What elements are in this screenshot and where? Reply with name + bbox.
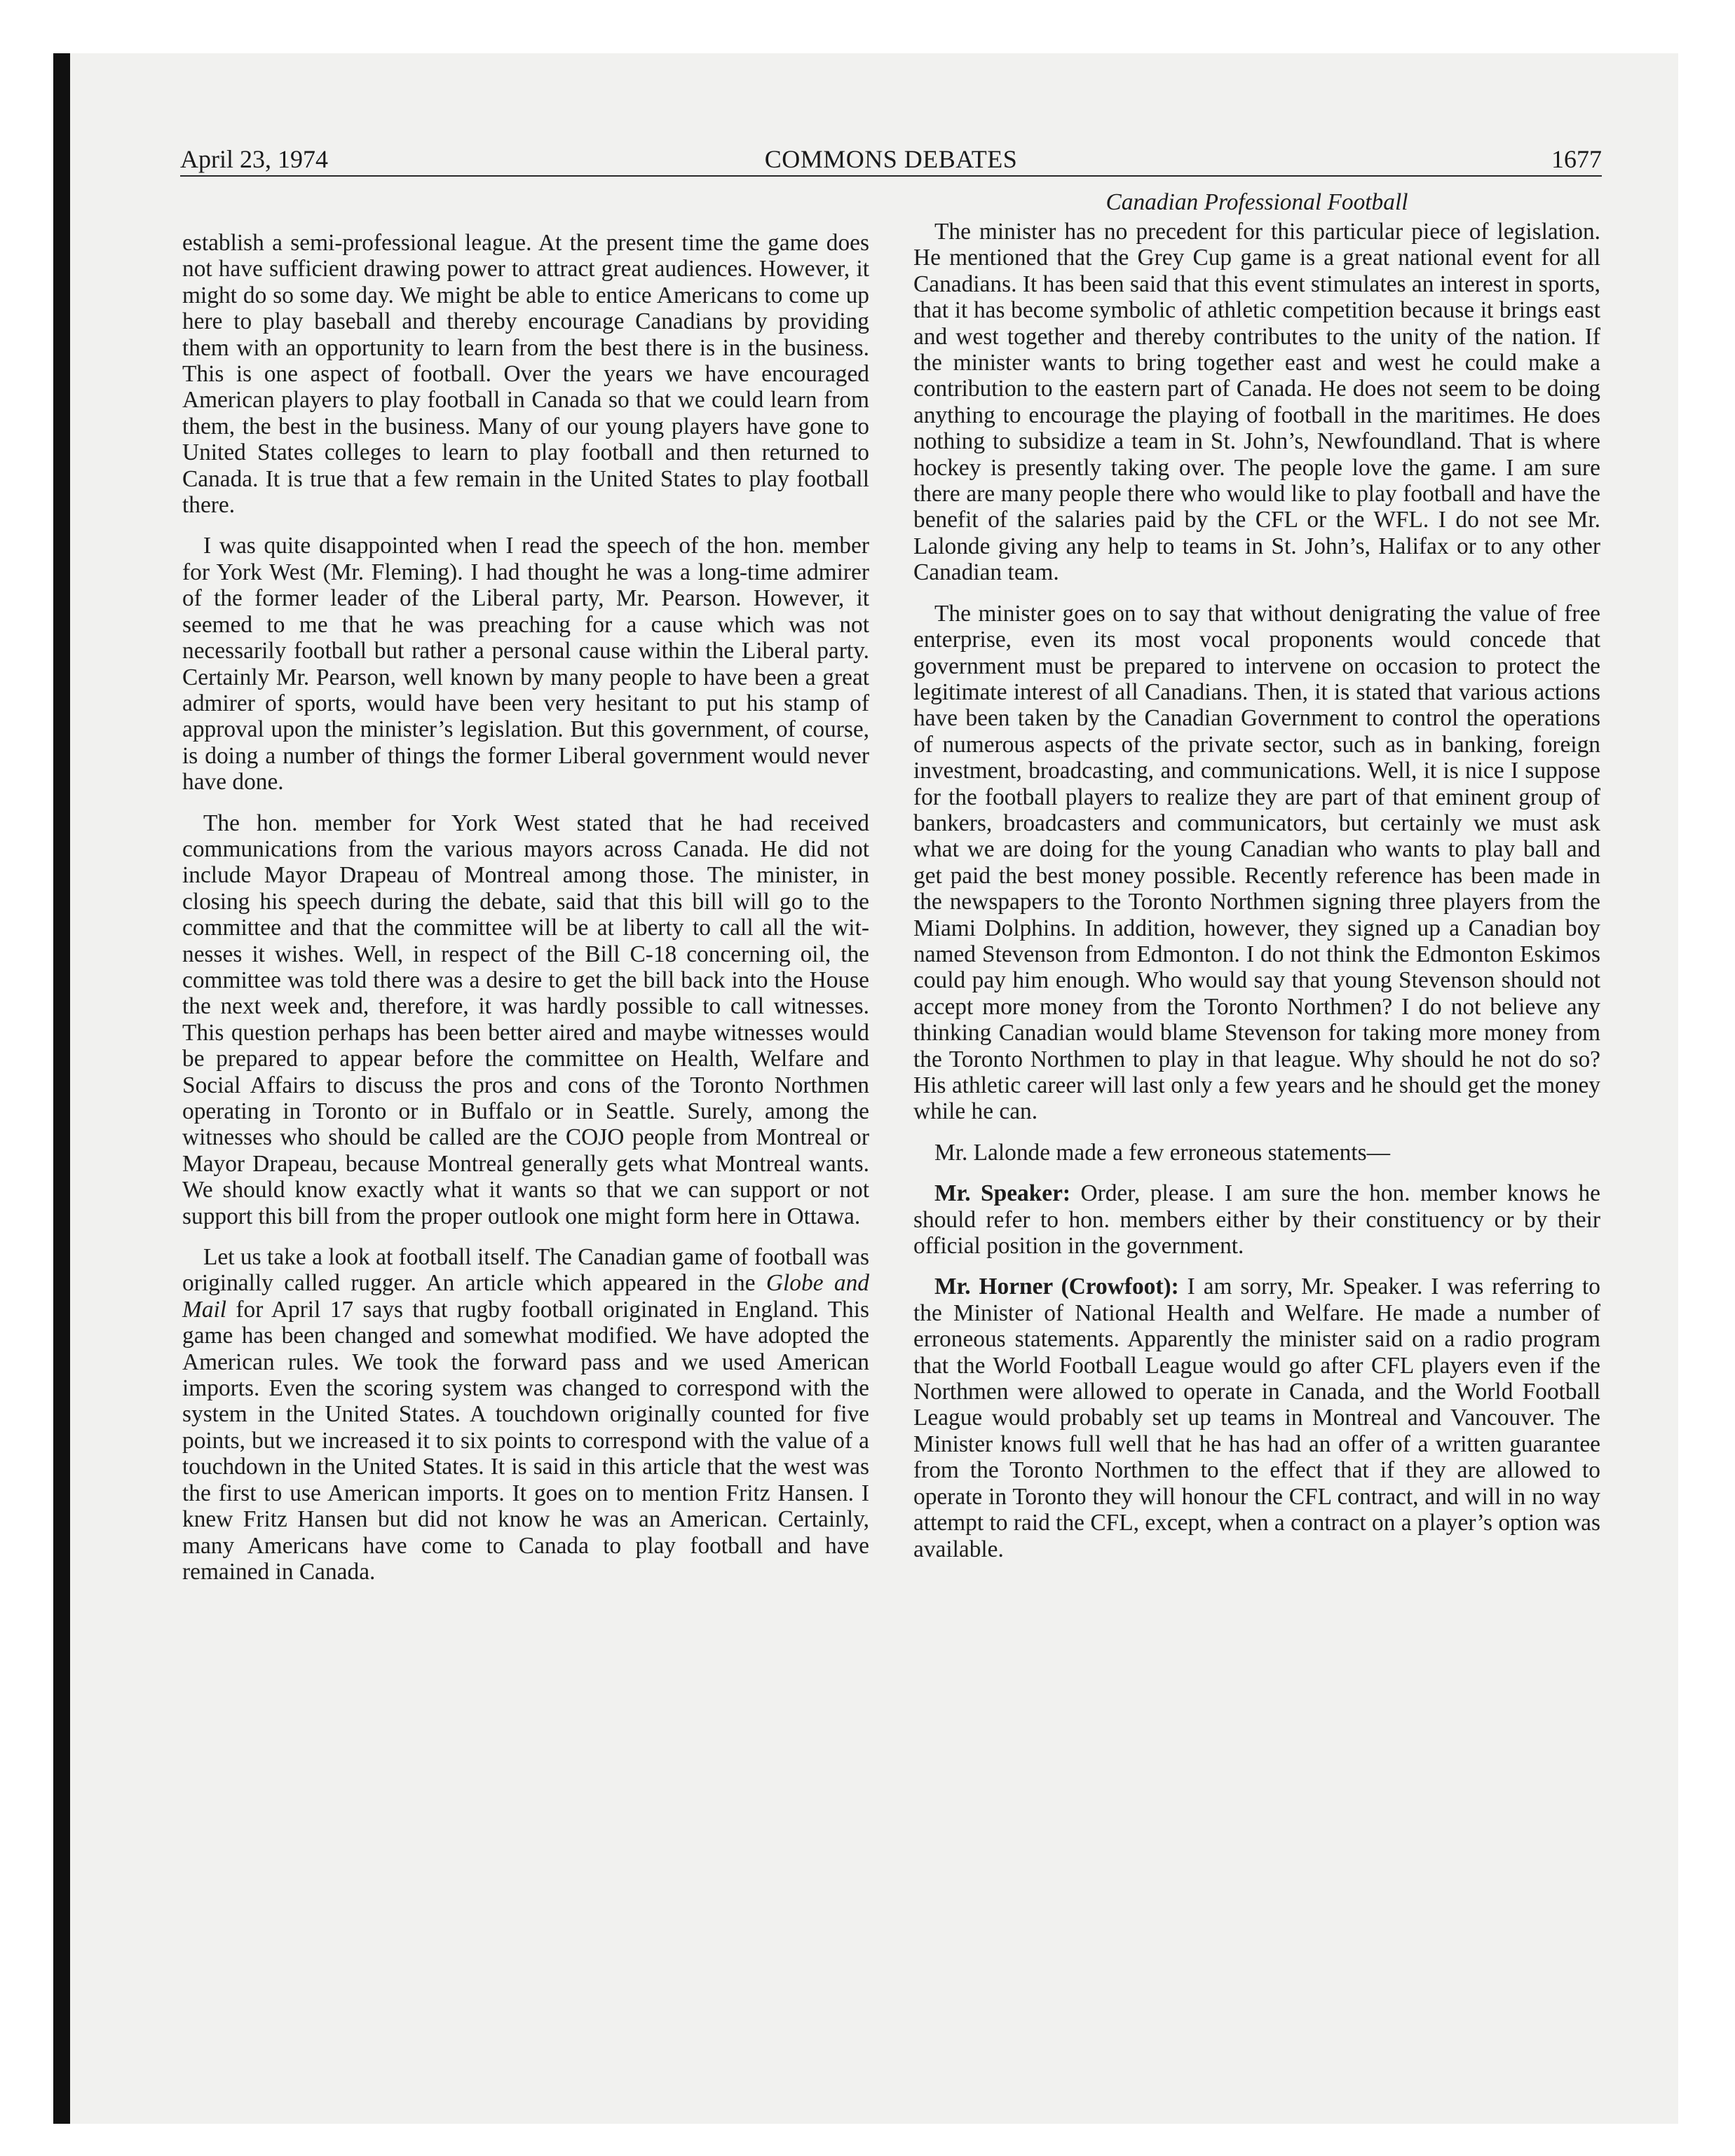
- right-paragraph-5: [913, 1274, 1600, 1562]
- left-paragraph-2: I was quite disappointed when I read the speech of the hon. member for York West (Mr. Fleming). I had thought he was a long-time admirer of the former leader of the Liberal party, Mr. Pearson. However, it seemed to me that he was preaching for a cause which was not necessarily football but rather a personal cause within the Liberal party. Certainly Mr. Pearson, well known by many people to have been a great admirer of sports, would have been very hesitant to put his stamp of approval upon the minister’s legislation. But this government, of course, is doing a number of things the former Liberal government would never have done.: [182, 533, 869, 796]
- left-paragraph-1: establish a semi-professional league. At the present time the game does not have sufficient drawing power to attract great audiences. However, it might do so some day. We might be able to entice Americans to come up here to play baseball and thereby encourage Canadians by providing them with an opportunity to learn from the best there is in the business. This is one aspect of football. Over the years we have encouraged American players to play football in Canada so that we could learn from them, the best in the business. Many of our young players have gone to United States colleges to learn to play football and then returned to Canada. It is true that a few remain in the United States to play football there.: [182, 230, 869, 519]
- right-paragraph-2: The minister goes on to say that without denigrating the value of free enterprise, even its most vocal proponents would concede that government must be prepared to intervene on occasion to protect the legitimate interest of all Canadians. Then, it is stated that various actions have been taken by the Canadian Government to control the operations of numerous aspects of the private sector, such as in banking, foreign investment, broadcasting, and communications. Well, it is nice I suppose for the football players to realize they are part of that eminent group of bankers, broadcasters and communicators, but certainly we must ask what we are doing for the young Canadian who wants to play ball and get paid the best money possible. Recently reference has been made in the newspapers to the Toronto Northmen signing three players from the Miami Dolphins. In addition, however, they signed up a Canadian boy named Stevenson from Edmonton. I do not think the Edmonton Eskimos could pay him enough. Who would say that young Stevenson should not accept more money from the Toronto Northmen? I do not believe any thinking Canadian would blame Stevenson for taking more money from the Toronto Northmen to play in that league. Why should he not do so? His athletic career will last only a few years and he should get the money while he can.: [913, 600, 1600, 1125]
- right-paragraph-1: The minister has no precedent for this particular piece of legislation. He mentioned that the Grey Cup game is a great national event for all Canadians. It has been said that this event stimulates an interest in sports, that it has become symbolic of athletic competition because it brings east and west together and thereby contributes to the unity of the nation. If the minister wants to bring together east and west he could make a contribution to the eastern part of Canada. He does not seem to be doing anything to encourage the playing of football in the maritimes. He does nothing to subsidize a team in St. John’s, Newfoundland. That is where hockey is presently taking over. The people love the game. I am sure there are many people there who would like to play football and have the benefit of the salaries paid by the CFL or the WFL. I do not see Mr. Lalonde giving any help to teams in St. John’s, Halifax or to any other Canadian team.: [913, 219, 1600, 586]
- section-heading: Canadian Professional Football: [1105, 189, 1408, 215]
- speaker-remarks: Order, please. I am sure the hon. member knows he should refer to hon. members either by their constituency or by their official position in the government.: [913, 1180, 1600, 1260]
- scan-binding-edge: [53, 53, 70, 2124]
- speaker-label: Mr. Speaker:: [934, 1180, 1071, 1207]
- right-paragraph-4: [913, 1180, 1600, 1259]
- left-paragraph-4: [182, 1244, 869, 1585]
- speaker-remarks: I am sorry, Mr. Speaker. I was referring to the Minister of National Health and Welfare. He made a number of erroneous statements. Apparently the minister said on a radio program that the World Football League would go after CFL players even if the Northmen were allowed to operate in Canada, and the World Football League would probably set up teams in Montreal and Vancouver. The Minister knows full well that he has had an offer of a written guarantee from the Toronto Northmen to the effect that if they are allowed to operate in Toronto they will honour the CFL contract, and will in no way attempt to raid the CFL, except, when a contract on a player’s option was available.: [913, 1274, 1600, 1562]
- newspaper-title: Globe and Mail: [182, 1270, 869, 1323]
- left-paragraph-4-before: Let us take a look at football itself. The Canadian game of football was originally called rugger. An article which appeared in the: [182, 1244, 869, 1297]
- running-head: [180, 142, 1602, 177]
- speaker-label: Mr. Horner (Crowfoot):: [934, 1274, 1179, 1300]
- header-page-number: 1677: [1551, 145, 1602, 173]
- right-paragraph-3: Mr. Lalonde made a few erroneous statements—: [934, 1139, 1390, 1166]
- header-title: COMMONS DEBATES: [764, 145, 1018, 173]
- left-paragraph-3: The hon. member for York West stated that he had received communications from the various mayors across Canada. He did not include Mayor Drapeau of Montreal among those. The minister, in closing his speech during the debate, said that this bill will go to the committee and that the committee will be at liberty to call all the witnesses it wishes. Well, in respect of the Bill C-18 concerning oil, the committee was told there was a desire to get the bill back into the House the next week and, therefore, it was hardly possible to call witnesses. This question perhaps has been better aired and maybe witnesses would be prepared to appear before the committee on Health, Welfare and Social Affairs to discuss the pros and cons of the Toronto Northmen operating in Toronto or in Buffalo or in Seattle. Surely, among the witnesses who should be called are the COJO people from Montreal or Mayor Drapeau, because Montreal generally gets what Montreal wants. We should know exactly what it wants so that we can support or not support this bill from the proper outlook one might form here in Ottawa.: [182, 810, 869, 1229]
- header-date: April 23, 1974: [180, 145, 328, 173]
- left-column: [182, 230, 869, 1599]
- right-column: [913, 189, 1600, 1577]
- left-paragraph-4-after: for April 17 says that rugby football originated in England. This game has been changed and somewhat modified. We have adopted the American rules. We took the forward pass and we used American imports. Even the scoring system was changed to correspond with the system in the United States. A touchdown originally counted for five points, but we increased it to six points to correspond with the value of a touchdown in the United States. It is said in this article that the west was the first to use American imports. It goes on to mention Fritz Hansen. I knew Fritz Hansen but did not know he was an American. Certainly, many Americans have come to Canada to play football and have remained in Canada.: [182, 1296, 869, 1585]
